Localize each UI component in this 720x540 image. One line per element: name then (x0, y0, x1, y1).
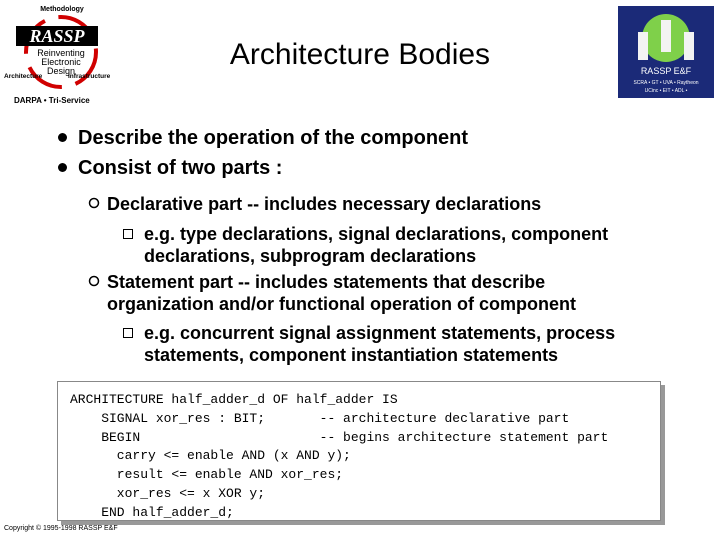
sub-bullet-text: Declarative part -- includes necessary declarations (107, 194, 542, 214)
logo-right-line1: SCRA • GT • UVA • Raytheon (633, 80, 699, 86)
logo-line1: Reinventing (37, 48, 85, 58)
logo-infrastructure-label: Infrastructure (68, 73, 111, 80)
sub-bullet-text: Statement part -- includes statements that describe organization and/or functional operation of component (107, 272, 576, 314)
code-line: xor_res <= x XOR y; (70, 485, 266, 501)
logo-methodology-label: Methodology (40, 6, 84, 13)
bullet-dot-icon (58, 133, 67, 142)
sub-sub-bullet-text: e.g. concurrent signal assignment statements, process statements, component instantiation statements (144, 323, 616, 365)
logo-right-figure-3 (684, 32, 694, 60)
code-line: result <= enable AND xor_res; (70, 467, 344, 483)
hollow-circle-icon (88, 197, 100, 209)
logo-right-figure-1 (638, 32, 648, 60)
rassp-logo (2, 2, 120, 106)
logo-line3: Design (46, 66, 76, 76)
code-line: SIGNAL xor_res : BIT; -- architecture declarative part (70, 410, 570, 426)
code-line: ARCHITECTURE half_adder_d OF half_adder IS (70, 392, 398, 407)
hollow-circle-icon (88, 275, 100, 287)
code-box (57, 381, 661, 521)
logo-right-figure-2 (661, 20, 671, 52)
bullet-text: Describe the operation of the component (78, 127, 469, 149)
sub-sub-bullet-text: e.g. type declarations, signal declarations, component declarations, subprogram declarations (144, 224, 609, 266)
logo-footer: DARPA • Tri-Service (14, 96, 90, 105)
slide-title: Architecture Bodies (229, 38, 491, 71)
code-block (70, 391, 608, 523)
logo-right-name: RASSP E&F (640, 66, 692, 76)
bullet-dot-icon (58, 163, 67, 172)
logo-architecture-label: Architecture (4, 73, 43, 80)
square-bullet-icon (123, 328, 133, 338)
code-line: END half_adder_d; (70, 504, 234, 520)
rassp-ef-logo (618, 6, 714, 98)
copyright-footer: Copyright © 1995-1998 RASSP E&F (4, 525, 118, 532)
code-line: carry <= enable AND (x AND y); (70, 448, 351, 464)
logo-right-line2: UCinc • EIT • ADL • (644, 88, 688, 94)
code-line: BEGIN -- begins architecture statement part (70, 429, 609, 445)
bullet-text: Consist of two parts : (78, 157, 283, 179)
logo-rassp-text: RASSP (29, 26, 85, 46)
square-bullet-icon (123, 229, 133, 239)
logo-line2: Electronic (41, 57, 81, 67)
